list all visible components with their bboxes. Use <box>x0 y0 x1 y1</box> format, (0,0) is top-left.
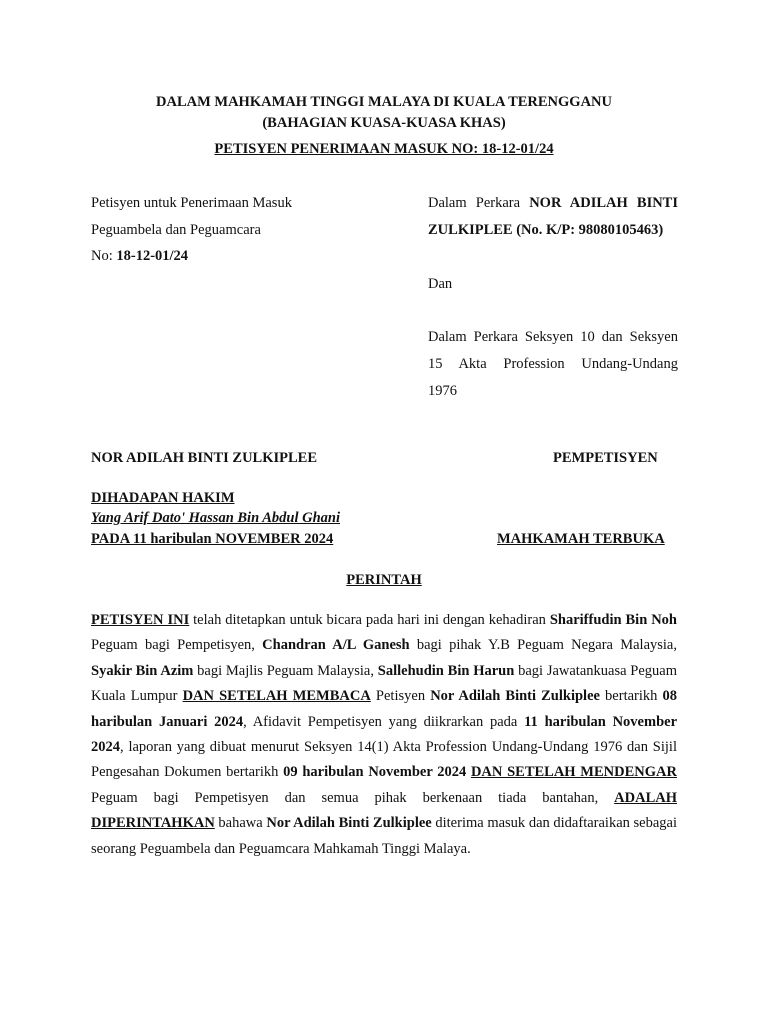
order-paragraph <box>91 608 677 862</box>
order-segment: bagi Majlis Peguam Malaysia, <box>193 662 378 679</box>
hearing-date: PADA 11 haribulan NOVEMBER 2024 <box>91 531 334 547</box>
order-segment: 08 haribulan Januari 2024 <box>91 688 678 730</box>
court-type: MAHKAMAH TERBUKA <box>497 531 665 547</box>
order-segment: Peguam bagi Pempetisyen dan semua pihak berkenaan tiada bantahan, <box>91 789 615 806</box>
order-segment: DAN SETELAH MEMBACA <box>182 688 371 705</box>
petition-number: PETISYEN PENERIMAAN MASUK NO: 18-12-01/24 <box>214 141 554 157</box>
order-segment: Shariffudin Bin Noh <box>549 612 677 628</box>
order-segment: bagi pihak Y.B Peguam Negara Malaysia, <box>409 637 677 654</box>
left-number <box>91 248 188 265</box>
number-value: 18-12-01/24 <box>116 248 189 264</box>
order-segment: telah ditetapkan untuk bicara pada hari ini dengan kehadiran <box>189 612 550 628</box>
order-segment: DAN SETELAH MENDENGAR <box>470 764 677 781</box>
order-segment: Sallehudin Bin Harun <box>377 662 515 679</box>
order-segment: bagi Jawatankuasa Peguam Kuala Lumpur <box>91 662 678 705</box>
petitioner-role: PEMPETISYEN <box>553 450 658 466</box>
order-segment: Syakir Bin Azim <box>91 662 194 679</box>
order-segment: ADALAH DIPERINTAHKAN <box>91 789 677 832</box>
judge-name: Yang Arif Dato' Hassan Bin Abdul Ghani <box>91 510 340 526</box>
division-title: (BAHAGIAN KUASA-KUASA KHAS) <box>262 115 506 131</box>
matter-name-1: NOR ADILAH BINTI <box>529 195 678 211</box>
order-segment: bahawa <box>214 815 267 832</box>
section-line-1: Dalam Perkara Seksyen 10 dan Seksyen <box>428 329 678 345</box>
section-line-2: 15 Akta Profession Undang-Undang <box>428 356 678 372</box>
matter-prefix: Dalam Perkara <box>428 195 530 211</box>
petitioner-name: NOR ADILAH BINTI ZULKIPLEE <box>91 450 318 466</box>
order-segment: Nor Adilah Binti Zulkiplee <box>430 688 600 705</box>
order-segment: PETISYEN INI <box>91 612 190 628</box>
order-segment: Peguam bagi Pempetisyen, <box>91 637 263 654</box>
court-title: DALAM MAHKAMAH TINGGI MALAYA DI KUALA TERENGGANU <box>156 94 612 110</box>
matter-name-2: ZULKIPLEE (No. K/P: 98080105463) <box>428 222 664 238</box>
left-line-1: Petisyen untuk Penerimaan Masuk <box>91 195 292 211</box>
order-segment: 11 haribulan November 2024 <box>91 713 678 756</box>
right-matter-line-1 <box>428 195 678 212</box>
number-label: No: <box>91 248 117 264</box>
order-segment: , Afidavit Pempetisyen yang diikrarkan pada <box>243 713 525 730</box>
order-segment: Chandran A/L Ganesh <box>262 637 410 654</box>
order-segment: , laporan yang dibuat menurut Seksyen 14(1) Akta Profession Undang-Undang 1976 dan Sijil Pengesahan Dokumen bertarikh <box>91 739 677 781</box>
dan-text: Dan <box>428 276 453 292</box>
section-line-3: 1976 <box>428 383 457 399</box>
before-judge-label: DIHADAPAN HAKIM <box>91 490 235 506</box>
order-segment: Nor Adilah Binti Zulkiplee <box>266 815 432 832</box>
order-segment: 09 haribulan November 2024 <box>283 764 467 781</box>
order-title: PERINTAH <box>346 572 422 588</box>
order-segment: bertarikh <box>599 688 663 705</box>
order-segment: Petisyen <box>370 688 431 705</box>
left-line-2: Peguambela dan Peguamcara <box>91 222 261 238</box>
order-segment: diterima masuk dan didaftaraikan sebagai seorang Peguambela dan Peguamcara Mahkamah Tinggi Malaya. <box>91 815 678 857</box>
